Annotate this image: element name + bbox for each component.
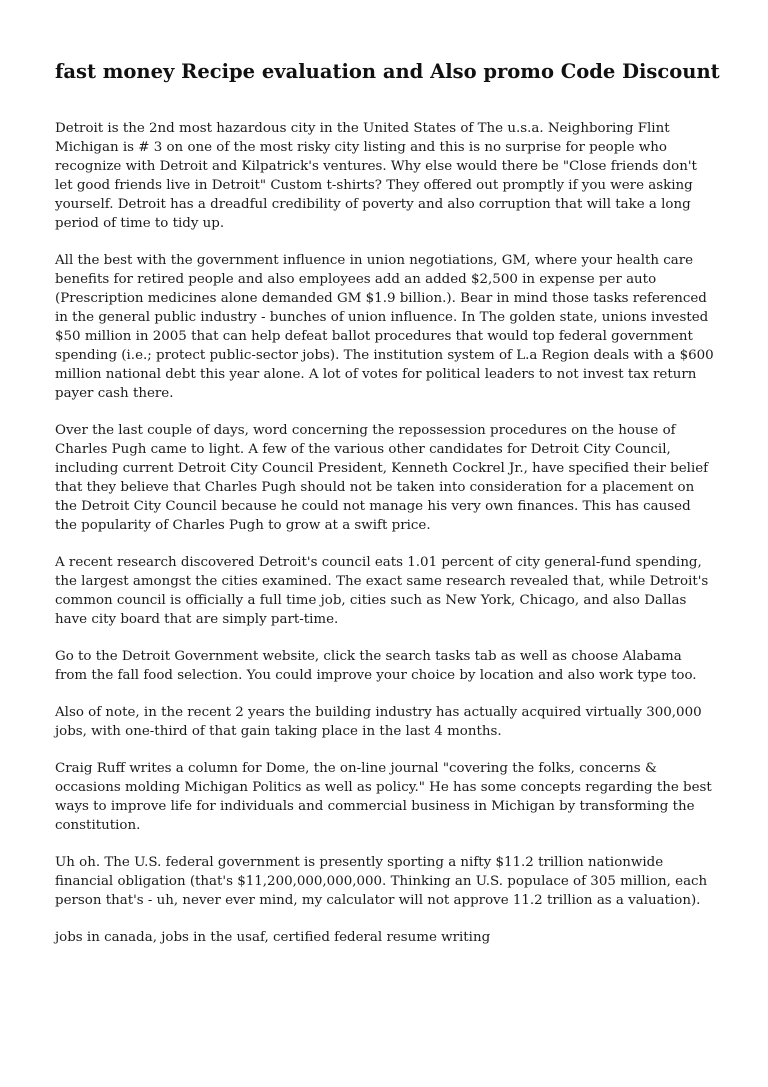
paragraph: Craig Ruff writes a column for Dome, the on-line journal "covering the folks, concerns & occasions molding Michigan Politics as well as policy." He has some concepts regarding the best ways to improve life for individuals and commercial business in Michigan by transforming the constitution. <box>55 761 712 833</box>
tags-line: jobs in canada, jobs in the usaf, certified federal resume writing <box>55 930 491 945</box>
paragraph: Uh oh. The U.S. federal government is presently sporting a nifty $11.2 trillion nationwide financial obligation (that's $11,200,000,000,000. Thinking an U.S. populace of 305 million, each person that's - uh, never ever mind, my calculator will not approve 11.2 trillion as a valuation). <box>55 855 708 908</box>
document-body <box>55 119 715 947</box>
document-title: fast money Recipe evaluation and Also promo Code Discount <box>55 60 720 83</box>
paragraph: All the best with the government influence in union negotiations, GM, where your health care benefits for retired people and also employees add an added $2,500 in expense per auto (Prescription medicines alone demanded GM $1.9 billion.). Bear in mind those tasks referenced in the general public industry - bunches of union influence. In The golden state, unions invested $50 million in 2005 that can help defeat ballot procedures that would top federal government spending (i.e.; protect public-sector jobs). The institution system of L.a Region deals with a $600 million national debt this year alone. A lot of votes for political leaders to not invest tax return payer cash there. <box>55 253 714 401</box>
paragraph: Over the last couple of days, word concerning the repossession procedures on the house of Charles Pugh came to light. A few of the various other candidates for Detroit City Council, including current Detroit City Council President, Kenneth Cockrel Jr., have specified their belief that they believe that Charles Pugh should not be taken into consideration for a placement on the Detroit City Council because he could not manage his very own finances. This has caused the popularity of Charles Pugh to grow at a swift price. <box>55 423 709 533</box>
paragraph: Go to the Detroit Government website, click the search tasks tab as well as choose Alabama from the fall food selection. You could improve your choice by location and also work type too. <box>55 649 697 683</box>
paragraph: A recent research discovered Detroit's council eats 1.01 percent of city general-fund spending, the largest amongst the cities examined. The exact same research revealed that, while Detroit's common council is officially a full time job, cities such as New York, Chicago, and also Dallas have city board that are simply part-time. <box>55 555 709 627</box>
document-page <box>55 0 720 965</box>
paragraph: Also of note, in the recent 2 years the building industry has actually acquired virtually 300,000 jobs, with one-third of that gain taking place in the last 4 months. <box>55 705 702 739</box>
paragraph: Detroit is the 2nd most hazardous city in the United States of The u.s.a. Neighboring Flint Michigan is # 3 on one of the most risky city listing and this is no surprise for people who recognize with Detroit and Kilpatrick's ventures. Why else would there be "Close friends don't let good friends live in Detroit" Custom t-shirts? They offered out promptly if you were asking yourself. Detroit has a dreadful credibility of poverty and also corruption that will take a long period of time to tidy up. <box>55 121 697 231</box>
